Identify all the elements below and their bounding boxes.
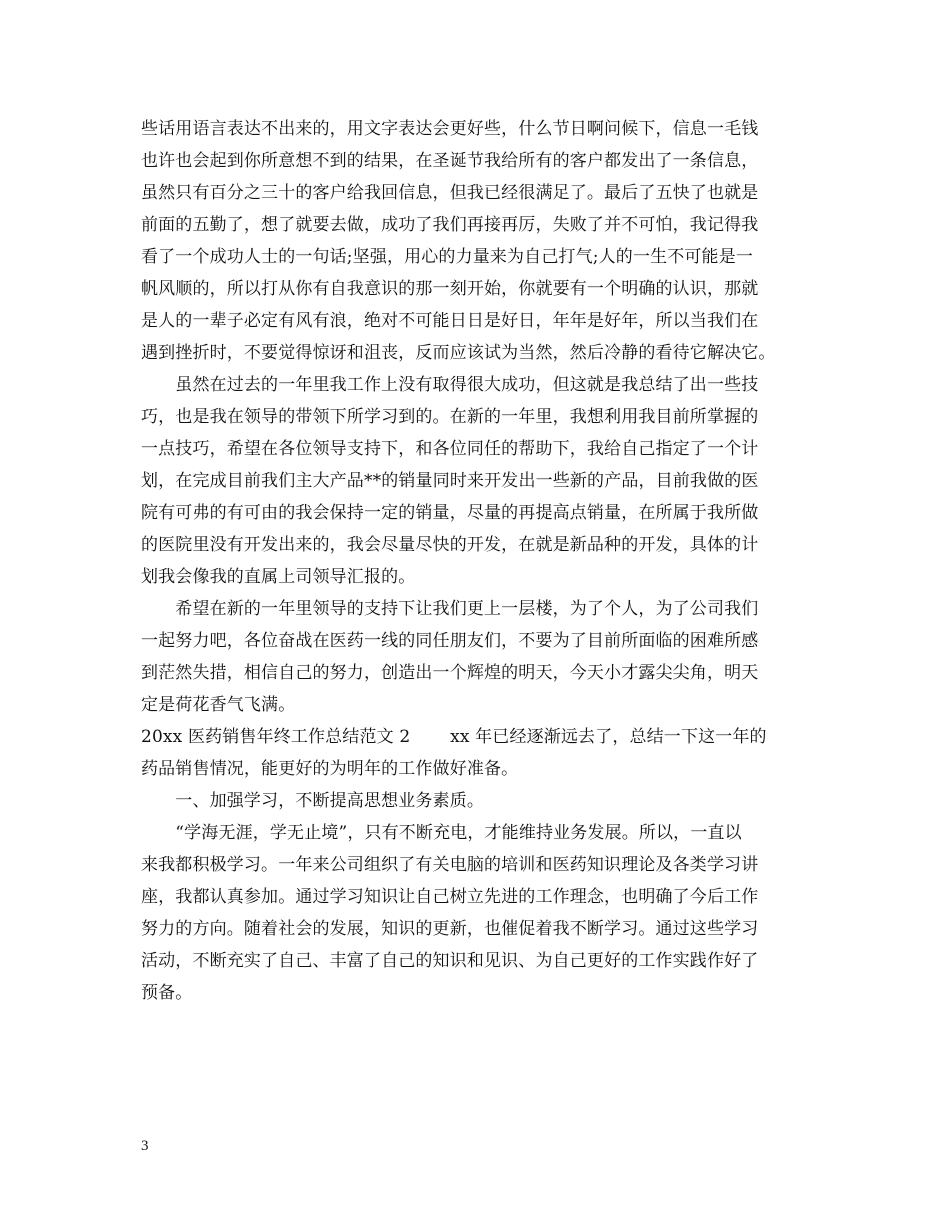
text-line: 是人的一辈子必定有风有浪，绝对不可能日日是好日，年年是好年，所以当我们在 [141,311,759,331]
text-line: “学海无涯，学无止境”，只有不断充电，才能维持业务发展。所以，一直以 [141,823,742,843]
text-line: 划我会像我的直属上司领导汇报的。 [141,567,416,587]
subheading-line: 一、加强学习，不断提高思想业务素质。 [141,791,484,811]
text-line: 希望在新的一年里领导的支持下让我们更上一层楼，为了个人，为了公司我们 [141,599,759,619]
page-number: 3 [141,1138,149,1154]
text-line: 到茫然失措，相信自己的努力，创造出一个辉煌的明天，今天小才露尖尖角，明天 [141,663,759,683]
text-line: 也许也会起到你所意想不到的结果，在圣诞节我给所有的客户都发出了一条信息， [141,151,759,171]
text-line: 活动，不断充实了自己、丰富了自己的知识和见识、为自己更好的工作实践作好了 [141,951,759,971]
text-line: 预备。 [141,983,193,1003]
text-line: 虽然只有百分之三十的客户给我回信息，但我已经很满足了。最后了五快了也就是 [141,183,759,203]
text-line: 虽然在过去的一年里我工作上没有取得很大成功，但这就是我总结了出一些技 [141,375,759,395]
text-line: 遇到挫折时，不要觉得惊讶和沮丧，反而应该试为当然，然后冷静的看待它解决它。 [141,343,776,363]
text-line: 座，我都认真参加。通过学习知识让自己树立先进的工作理念，也明确了今后工作 [141,887,759,907]
text-line: 定是荷花香气飞满。 [141,695,296,715]
text-line: 帆风顺的，所以打从你有自我意识的那一刻开始，你就要有一个明确的认识，那就 [141,279,759,299]
text-line: 的医院里没有开发出来的，我会尽量尽快的开发，在就是新品种的开发，具体的计 [141,535,759,555]
text-line: 前面的五勤了，想了就要去做，成功了我们再接再厉，失败了并不可怕，我记得我 [141,215,759,235]
section-heading-line: 20xx 医药销售年终工作总结范文 2 xx 年已经逐渐远去了，总结一下这一年的 [141,727,767,747]
text-line: 看了一个成功人士的一句话;坚强，用心的力量来为自己打气;人的一生不可能是一 [141,247,754,267]
text-line: 院有可弗的有可由的我会保持一定的销量，尽量的再提高点销量，在所属于我所做 [141,503,759,523]
text-line: 药品销售情况，能更好的为明年的工作做好准备。 [141,759,519,779]
text-line: 划，在完成目前我们主大产品**的销量同时来开发出一些新的产品，目前我做的医 [141,471,759,491]
text-line: 一点技巧，希望在各位领导支持下，和各位同任的帮助下，我给自己指定了一个计 [141,439,759,459]
document-body [141,113,821,1009]
text-line: 巧，也是我在领导的带领下所学习到的。在新的一年里，我想利用我目前所掌握的 [141,407,759,427]
text-line: 努力的方向。随着社会的发展，知识的更新，也催促着我不断学习。通过这些学习 [141,919,759,939]
text-line: 些话用语言表达不出来的，用文字表达会更好些，什么节日啊问候下，信息一毛钱 [141,119,759,139]
text-line: 来我都积极学习。一年来公司组织了有关电脑的培训和医药知识理论及各类学习讲 [141,855,759,875]
text-line: 一起努力吧，各位奋战在医药一线的同任朋友们，不要为了目前所面临的困难所感 [141,631,759,651]
